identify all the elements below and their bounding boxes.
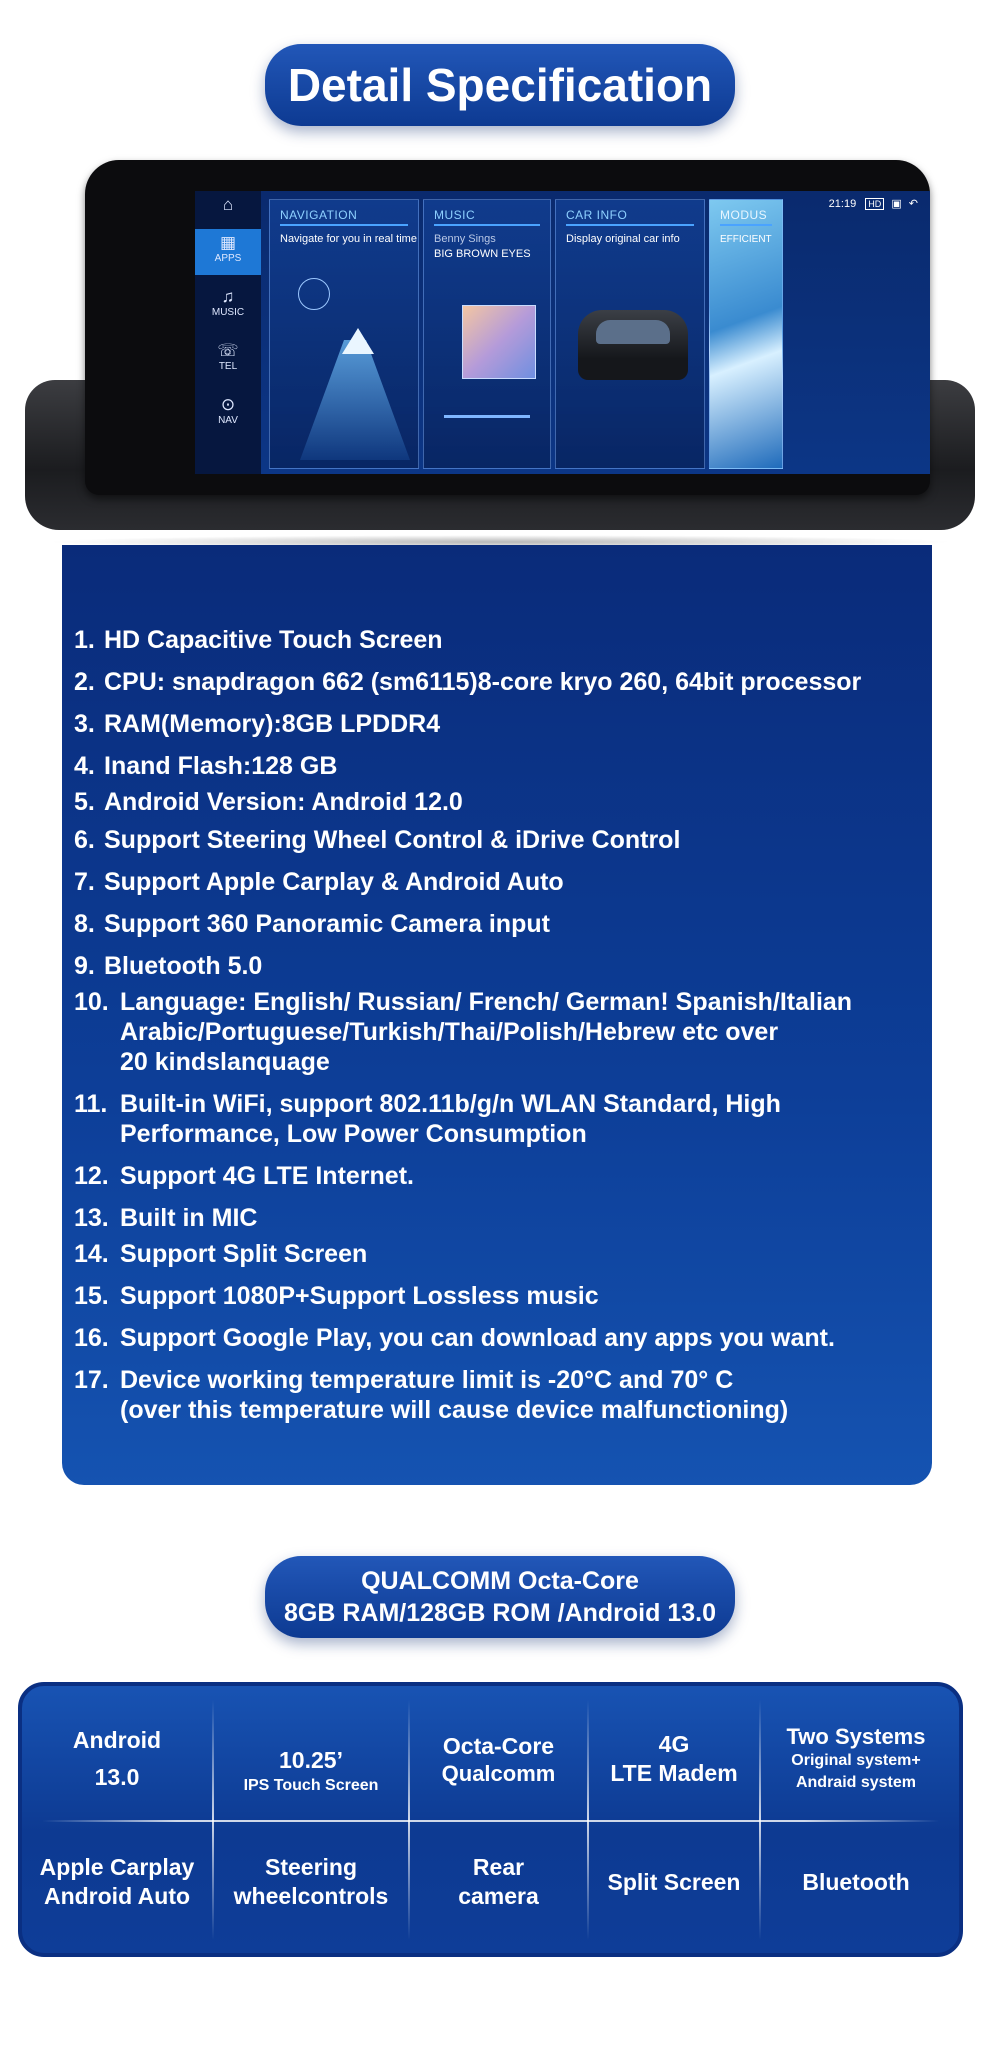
spec-list — [74, 625, 924, 1425]
spec-item: 7. Support Apple Carplay & Android Auto — [74, 868, 564, 896]
nav-tel[interactable] — [195, 337, 261, 383]
card-music[interactable] — [423, 199, 551, 469]
head-unit-device — [25, 155, 975, 580]
page-title-text: Detail Specification — [287, 59, 713, 111]
nav-apps[interactable] — [195, 229, 261, 275]
feature-steering: Steering wheelcontrols — [233, 1854, 389, 1909]
spec-item: 5. Android Version: Android 12.0 — [74, 788, 463, 816]
card-modus-title: MODUS — [720, 208, 768, 222]
spec-item: 15. Support 1080P+Support Lossless music — [74, 1282, 599, 1310]
card-car-info-subtitle: Display original car info — [566, 233, 680, 245]
screen-bezel — [85, 160, 930, 495]
spec-item: 12. Support 4G LTE Internet. — [74, 1162, 414, 1190]
page-title — [265, 44, 735, 126]
qualcomm-line1: QUALCOMM Octa-Core — [361, 1567, 639, 1595]
spec-item: 10. Language: English/ Russian/ French/ German! Spanish/Italian Arabic/Portuguese/Turkish/Thai/Polish/Hebrew etc over 20 kindslanquage — [74, 988, 853, 1076]
feature-4g: 4G LTE Madem — [610, 1731, 738, 1786]
spec-item: 9. Bluetooth 5.0 — [74, 952, 263, 980]
nav-tel-label: TEL — [218, 361, 238, 372]
spec-item: 13. Built in MIC — [74, 1204, 258, 1232]
feature-two-systems: Two Systems Original system+ Andraid system — [786, 1724, 926, 1791]
card-navigation-subtitle: Navigate for you in real time — [280, 233, 417, 245]
card-music-title: MUSIC — [434, 208, 476, 222]
hd-badge: HD — [865, 198, 884, 210]
spec-item: 2. CPU: snapdragon 662 (sm6115)8-core kryo 260, 64bit processor — [74, 668, 862, 696]
music-track: BIG BROWN EYES — [434, 248, 531, 260]
nav-nav-label: NAV — [218, 415, 238, 426]
spec-item: 6. Support Steering Wheel Control & iDrive Control — [74, 826, 681, 854]
feature-rear-camera: Rear camera — [458, 1854, 539, 1909]
device-side-nav — [195, 191, 261, 474]
spec-item: 3. RAM(Memory):8GB LPDDR4 — [74, 710, 441, 738]
feature-screen: 10.25’ IPS Touch Screen — [243, 1746, 379, 1794]
spec-item: 14. Support Split Screen — [74, 1240, 368, 1268]
spec-item: 1. HD Capacitive Touch Screen — [74, 626, 443, 654]
spec-panel — [62, 545, 932, 1485]
road-graphic — [300, 340, 410, 460]
feature-android: Android 13.0 — [72, 1727, 162, 1790]
feature-bluetooth: Bluetooth — [802, 1868, 910, 1895]
card-navigation-title: NAVIGATION — [280, 208, 358, 222]
card-navigation[interactable] — [269, 199, 419, 469]
nav-music[interactable] — [195, 283, 261, 329]
card-modus[interactable] — [709, 199, 783, 469]
clock: 21:19 — [828, 198, 857, 210]
compass-icon: ⊙ — [220, 395, 236, 414]
status-bar — [829, 197, 918, 210]
spec-item: 17. Device working temperature limit is -20°C and 70° C (over this temperature will cause device malfunctioning) — [74, 1366, 789, 1424]
car-image — [578, 310, 688, 380]
compass-icon — [298, 278, 330, 310]
back-icon[interactable]: ↶ — [908, 198, 918, 210]
nav-nav[interactable] — [195, 391, 261, 437]
feature-grid — [18, 1682, 963, 1957]
card-car-info-title: CAR INFO — [566, 208, 628, 222]
nav-apps-label: APPS — [214, 253, 242, 264]
qualcomm-badge — [265, 1556, 735, 1638]
music-artist: Benny Sings — [434, 233, 496, 245]
phone-icon: ☏ — [217, 341, 239, 360]
spec-item: 4. Inand Flash:128 GB — [74, 752, 338, 780]
qualcomm-line2: 8GB RAM/128GB ROM /Android 13.0 — [283, 1599, 717, 1627]
note-icon: ♫ — [221, 287, 235, 306]
spec-item: 11. Built-in WiFi, support 802.11b/g/n WLAN Standard, High Performance, Low Power Consumption — [74, 1090, 781, 1148]
grid-icon: ▦ — [219, 233, 237, 252]
spec-item: 16. Support Google Play, you can download any apps you want. — [74, 1324, 835, 1352]
feature-octa-core: Octa-Core Qualcomm — [441, 1732, 556, 1786]
feature-carplay: Apple Carplay Android Auto — [39, 1854, 195, 1909]
card-modus-subtitle: EFFICIENT — [720, 234, 772, 245]
card-car-info[interactable] — [555, 199, 705, 469]
nav-music-label: MUSIC — [211, 307, 245, 318]
screen-icon[interactable]: ▣ — [891, 198, 902, 210]
spec-item: 8. Support 360 Panoramic Camera input — [74, 910, 550, 938]
device-screen — [195, 191, 930, 474]
feature-split-screen: Split Screen — [607, 1868, 741, 1895]
music-progress[interactable] — [444, 415, 530, 418]
direction-arrow-icon — [342, 328, 374, 354]
home-icon: ⌂ — [222, 195, 234, 214]
album-art — [462, 305, 536, 379]
